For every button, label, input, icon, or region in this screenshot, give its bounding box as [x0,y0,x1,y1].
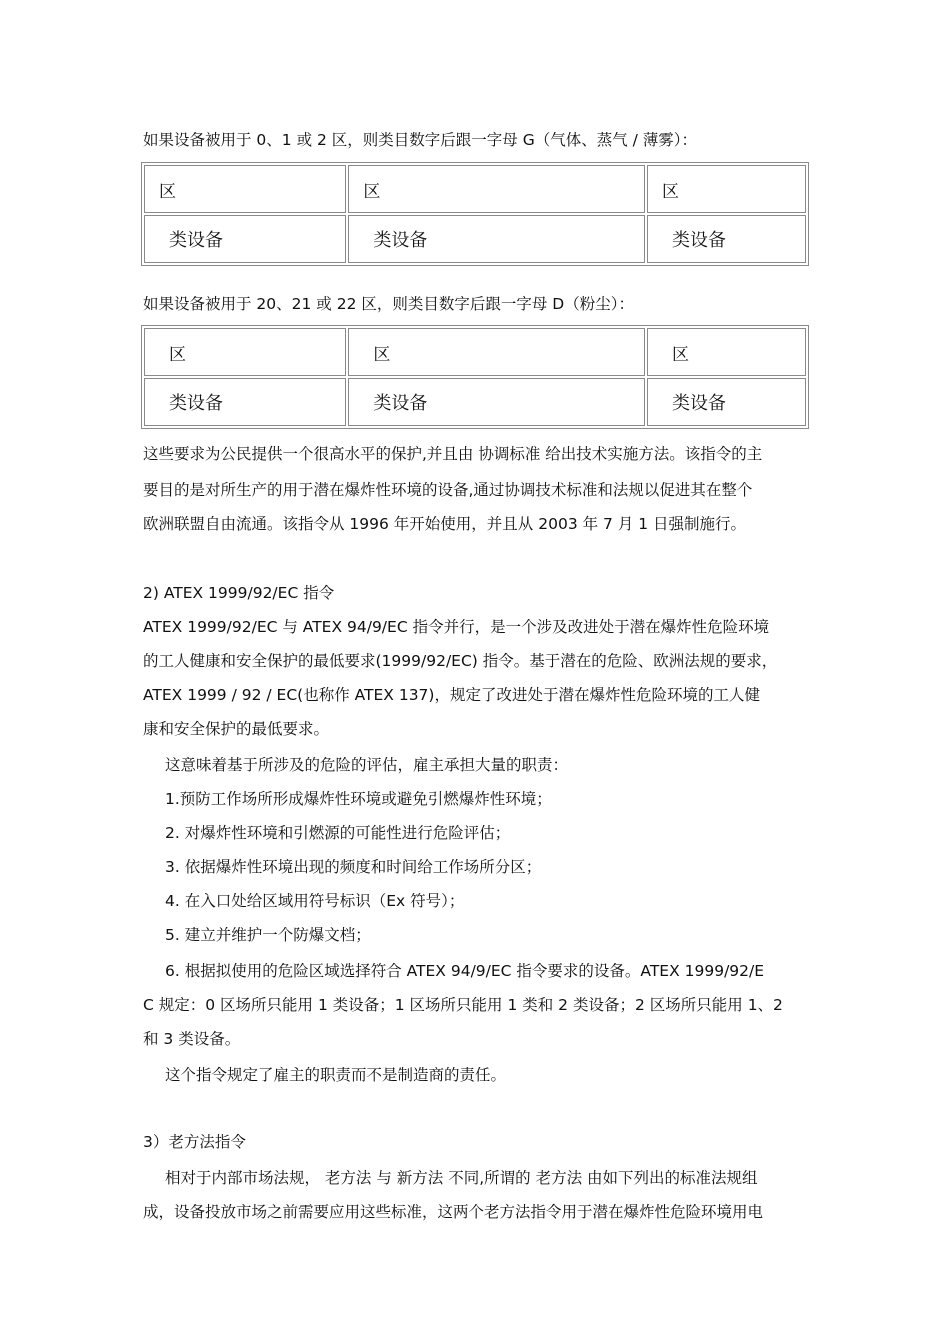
paragraph-line: ATEX 1999 / 92 / EC(也称作 ATEX 137)，规定了改进处于潜在爆炸性危险环境的工人健 [143,686,760,704]
list-item: 6. 根据拟使用的危险区域选择符合 ATEX 94/9/EC 指令要求的设备。ATEX 1999/92/E [165,962,765,980]
table-row [144,165,806,213]
paragraph-line: 要目的是对所生产的用于潜在爆炸性环境的设备,通过协调技术标准和法规以促进其在整个 [143,481,753,499]
paragraph-line: ATEX 1999/92/EC 与 ATEX 94/9/EC 指令并行，是一个涉及改进处于潜在爆炸性危险环境 [143,618,770,636]
table-cell: 区 [348,165,645,213]
closing-text: 这个指令规定了雇主的职责而不是制造商的责任。 [165,1066,507,1084]
table-cell: 类设备 [647,378,806,426]
section-heading: 3）老方法指令 [143,1133,246,1151]
paragraph-line: 这些要求为公民提供一个很高水平的保护,并且由 协调标准 给出技术实施方法。该指令的主 [143,445,763,463]
duties-intro: 这意味着基于所涉及的危险的评估，雇主承担大量的职责： [165,756,569,774]
table-cell: 类设备 [647,215,806,263]
intro-dust-text: 如果设备被用于 20、21 或 22 区，则类目数字后跟一字母 D（粉尘）： [143,295,634,313]
paragraph-line: 康和安全保护的最低要求。 [143,720,330,738]
table-row [144,328,806,376]
table-cell: 类设备 [144,215,346,263]
table-cell: 类设备 [348,215,645,263]
list-item: 2. 对爆炸性环境和引燃源的可能性进行危险评估； [165,824,511,842]
table-cell: 区 [647,165,806,213]
table-row [144,378,806,426]
table-cell: 区 [647,328,806,376]
dust-zone-table [141,325,809,429]
paragraph-line: 相对于内部市场法规， 老方法 与 新方法 不同,所谓的 老方法 由如下列出的标准法规组 [165,1169,758,1187]
list-item: 5. 建立并维护一个防爆文档； [165,926,371,944]
table-cell: 类设备 [144,378,346,426]
list-item: 4. 在入口处给区域用符号标识（Ex 符号）； [165,892,465,910]
table-cell: 区 [144,165,346,213]
list-item: 3. 依据爆炸性环境出现的频度和时间给工作场所分区； [165,858,542,876]
table-cell: 区 [348,328,645,376]
list-item-continuation: 和 3 类设备。 [143,1030,241,1048]
table-cell: 类设备 [348,378,645,426]
list-item-continuation: C 规定：0 区场所只能用 1 类设备；1 区场所只能用 1 类和 2 类设备；2 区场所只能用 1、2 [143,996,783,1014]
intro-gas-text: 如果设备被用于 0、1 或 2 区，则类目数字后跟一字母 G（气体、蒸气 / 薄雾）： [143,131,698,149]
gas-zone-table [141,162,809,266]
paragraph-line: 欧洲联盟自由流通。该指令从 1996 年开始使用，并且从 2003 年 7 月 1 日强制施行。 [143,515,747,533]
paragraph-line: 成，设备投放市场之前需要应用这些标准，这两个老方法指令用于潜在爆炸性危险环境用电 [143,1203,764,1221]
table-row [144,215,806,263]
paragraph-line: 的工人健康和安全保护的最低要求(1999/92/EC) 指令。基于潜在的危险、欧洲法规的要求， [143,652,778,670]
list-item: 1.预防工作场所形成爆炸性环境或避免引燃爆炸性环境； [165,790,552,808]
table-cell: 区 [144,328,346,376]
section-heading: 2) ATEX 1999/92/EC 指令 [143,584,335,602]
